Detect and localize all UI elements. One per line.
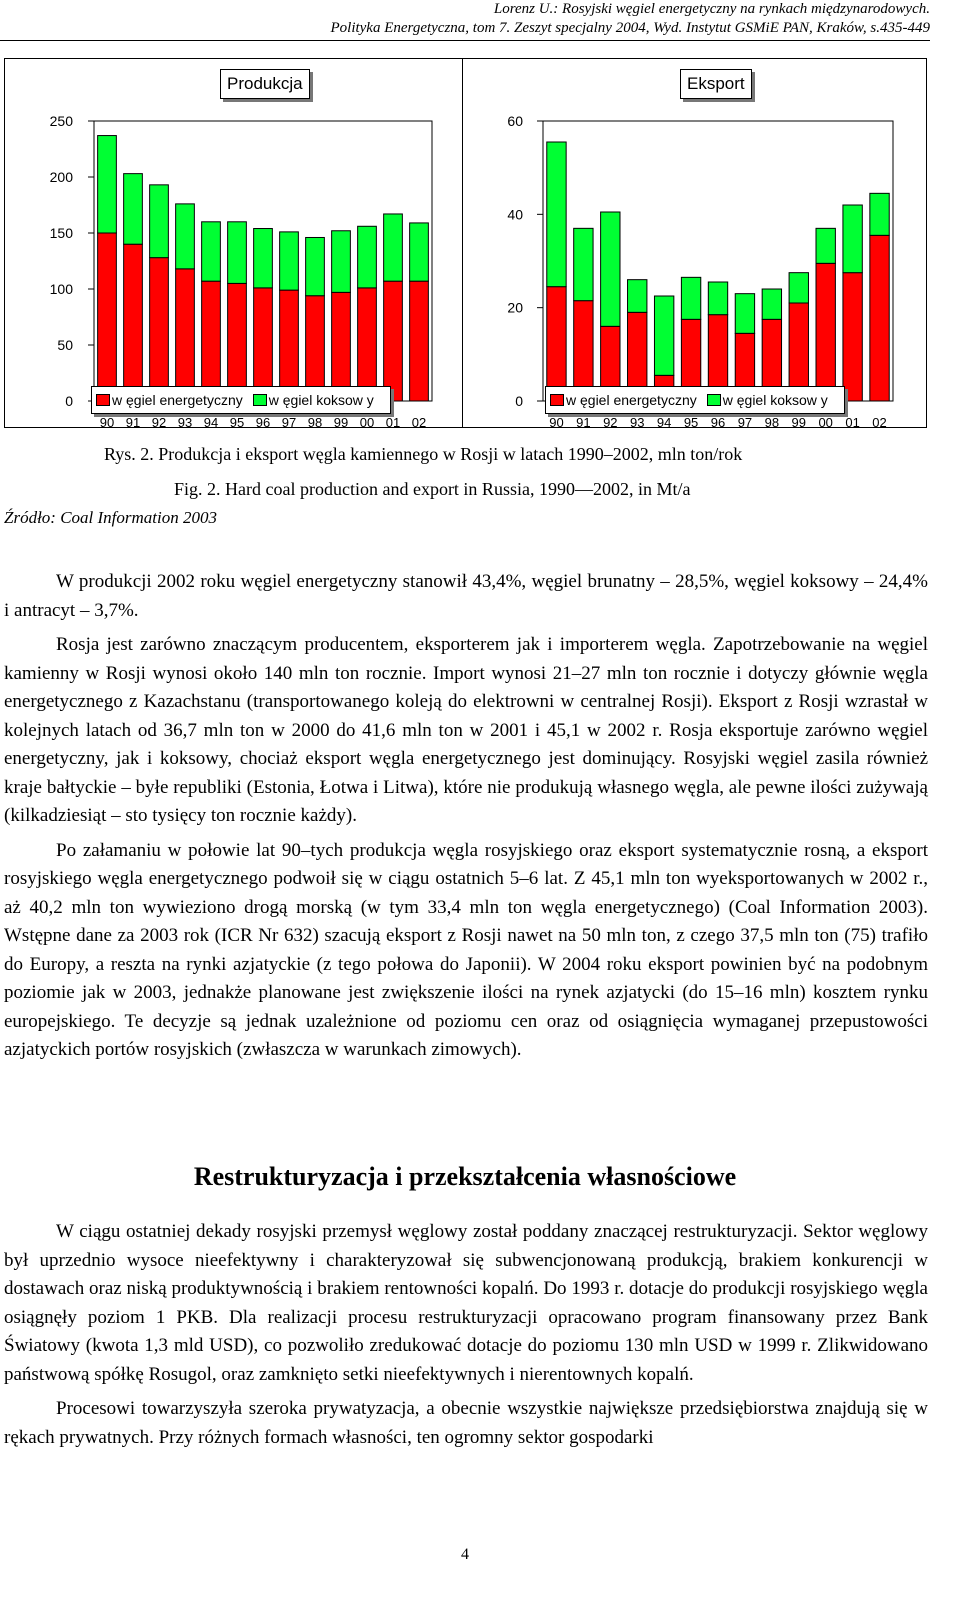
bar-energy-coal	[816, 263, 835, 401]
y-tick-label: 100	[49, 281, 73, 297]
production-chart	[5, 59, 461, 427]
bar-coking-coal	[98, 136, 117, 233]
y-tick-label: 50	[57, 337, 73, 353]
bar-coking-coal	[306, 237, 325, 295]
bar-coking-coal	[202, 222, 221, 281]
bar-coking-coal	[384, 214, 403, 281]
paragraph: Procesowi towarzyszyła szeroka prywatyzacja, a obecnie wszystkie największe przedsiębiorstwa znajdują się w rękach prywatnych. Przy różnych formach własności, ten ogromny sektor gospodarki	[4, 1398, 928, 1448]
y-tick-label: 150	[49, 225, 73, 241]
x-tick-label: 97	[737, 415, 753, 427]
bar-energy-coal	[150, 258, 169, 401]
figure-caption-en: Fig. 2. Hard coal production and export in Russia, 1990—2002, in Mt/a	[174, 479, 691, 499]
header-line-2: Polityka Energetyczna, tom 7. Zeszyt specjalny 2004, Wyd. Instytut GSMiE PAN, Kraków, s.435-449	[330, 20, 930, 36]
bar-energy-coal	[547, 287, 566, 401]
bar-coking-coal	[843, 205, 862, 273]
x-tick-label: 94	[203, 415, 219, 427]
x-tick-label: 02	[872, 415, 887, 427]
legend-coking-item	[707, 392, 828, 408]
x-tick-label: 98	[307, 415, 323, 427]
production-legend	[91, 386, 391, 414]
y-tick-label: 60	[507, 113, 523, 129]
x-tick-label: 92	[151, 415, 167, 427]
legend-coking-swatch	[253, 394, 267, 406]
y-tick-label: 20	[507, 299, 523, 316]
x-tick-label: 00	[359, 415, 375, 427]
bar-coking-coal	[124, 174, 143, 245]
bar-coking-coal	[654, 296, 673, 375]
y-tick-label: 0	[65, 393, 73, 409]
bar-energy-coal	[254, 288, 273, 401]
bar-energy-coal	[410, 281, 429, 401]
legend-energy-item	[96, 392, 243, 408]
figure-2	[4, 58, 927, 428]
bar-energy-coal	[870, 235, 889, 401]
bar-energy-coal	[280, 290, 299, 401]
bar-energy-coal	[843, 273, 862, 401]
legend-coking-item	[253, 392, 374, 408]
y-tick-label: 40	[507, 206, 523, 223]
paragraph: Po załamaniu w połowie lat 90–tych produkcja węgla rosyjskiego oraz eksport systematycznie rosną, a eksport rosyjskiego węgla energetycznego podwoił się w ciągu ostatnich 5–6 lat. Z 45,1 mln ton wyeksportowanych w 2002 r., aż 40,2 mln ton wywieziono drogą morską (w tym 33,4 mln ton węgla energetycznego) (Coal Information 2003). Wstępne dane za 2003 rok (ICR Nr 632) szacują eksport z Rosji nawet na 50 mln ton, z czego 37,5 mln ton (75) trafiło do Europy, a reszta na rynki azjatyckie (z tego połowa do Japonii). W 2004 roku eksport powinien być na podobnym poziomie jak w 2003, jednakże planowane jest zwiększenie ilości na rynek azjatycki (do 15–16 mln) kosztem rynku europejskiego. Te decyzje są jednak uzależnione od poziomu cen oraz od osiągnięcia wymaganej przepustowości azjatyckich portów rosyjskich (zwłaszcza w warunkach zimowych).	[4, 839, 928, 1060]
y-tick-label: 0	[515, 393, 523, 409]
bar-coking-coal	[547, 142, 566, 287]
figure-source: Źródło: Coal Information 2003	[4, 508, 217, 527]
bar-energy-coal	[358, 288, 377, 401]
legend-energy-item	[550, 392, 697, 408]
bar-energy-coal	[176, 269, 195, 401]
page-number: 4	[461, 1546, 469, 1563]
bar-energy-coal	[202, 281, 221, 401]
bar-energy-coal	[98, 233, 117, 401]
bar-coking-coal	[762, 289, 781, 319]
header-line-1: Lorenz U.: Rosyjski węgiel energetyczny na rynkach międzynarodowych.	[493, 1, 930, 17]
running-header	[0, 0, 930, 38]
export-chart-title: Eksport	[680, 69, 752, 99]
bar-energy-coal	[124, 244, 143, 401]
x-tick-label: 97	[281, 415, 297, 427]
export-legend	[545, 386, 845, 414]
bar-coking-coal	[628, 280, 647, 313]
bar-coking-coal	[708, 282, 727, 315]
bar-energy-coal	[332, 292, 351, 401]
figure-caption-pl: Rys. 2. Produkcja i eksport węgla kamiennego w Rosji w latach 1990–2002, mln ton/rok	[104, 444, 743, 464]
bar-coking-coal	[332, 231, 351, 293]
x-tick-label: 92	[603, 415, 618, 427]
x-tick-label: 95	[229, 415, 245, 427]
x-tick-label: 93	[177, 415, 193, 427]
paragraph: Rosja jest zarówno znaczącym producentem, eksporterem jak i importerem węgla. Zapotrzebowanie na węgiel kamienny w Rosji wynosi około 140 mln ton rocznie. Import wynosi 21–27 mln ton rocznie i dotyczy głównie węgla energetycznego z Kazachstanu (transportowanego koleją do elektrowni w centralnej Rosji). Eksport z Rosji wzrastał w kolejnych latach od 36,7 mln ton w 2000 do 41,6 mln ton w 2001 i 45,1 w 2002 r. Rosja eksportuje zarówno węgiel energetyczny, jak i koksowy, chociaż eksport węgla energetycznego jest dominujący. Rosyjski węgiel zasila również kraje bałtyckie – byłe republiki (Estonia, Łotwa i Litwa), które nie produkują własnego węgla, ale pewne ilości zużywają (kilkadziesiąt – sto tysięcy ton rocznie każdy).	[4, 634, 928, 826]
bar-coking-coal	[735, 294, 754, 334]
x-tick-label: 99	[333, 415, 349, 427]
x-tick-label: 99	[791, 415, 807, 427]
x-tick-label: 91	[125, 415, 141, 427]
export-chart	[462, 59, 926, 427]
x-tick-label: 01	[385, 415, 401, 427]
legend-coking-swatch	[707, 394, 721, 406]
body-text-1	[4, 568, 928, 1071]
body-text-2	[4, 1218, 928, 1458]
legend-energy-label: w ęgiel energetyczny	[112, 392, 243, 408]
bar-coking-coal	[816, 228, 835, 263]
bar-coking-coal	[176, 204, 195, 269]
bar-coking-coal	[410, 223, 429, 281]
x-tick-label: 00	[818, 415, 833, 427]
export-panel	[462, 59, 926, 427]
x-tick-label: 02	[411, 415, 427, 427]
production-chart-title: Produkcja	[220, 69, 310, 99]
x-tick-label: 01	[845, 415, 860, 427]
bar-coking-coal	[681, 277, 700, 319]
bar-coking-coal	[870, 193, 889, 235]
header-rule	[0, 40, 930, 41]
x-tick-label: 91	[576, 415, 591, 427]
y-tick-label: 200	[49, 169, 73, 185]
y-tick-label: 250	[49, 113, 73, 129]
x-tick-label: 90	[549, 415, 564, 427]
paragraph: W ciągu ostatniej dekady rosyjski przemysł węglowy został poddany znaczącej restrukturyzacji. Sektor węglowy był uprzednio wysoce nieefektywny i charakteryzował się subwencjonowaną produkcją, brakiem konkurencji w dostawach oraz niską produktywnością i brakiem rentowności kopalń. Do 1993 r. dotacje do produkcji rosyjskiego węgla osiągnęły poziom 1 PKB. Dla realizacji procesu restrukturyzacji opracowano program finansowany przez Bank Światowy (kwota 1,3 mld USD), co pozwoliło zredukować dotacje do poziomu 130 mln USD w 1999 r. Zlikwidowano państwową spółkę Rosugol, oraz zamknięto setki nieefektywnych i nierentownych kopalń.	[4, 1221, 928, 1385]
bar-coking-coal	[150, 185, 169, 258]
legend-energy-swatch	[96, 394, 110, 406]
bar-coking-coal	[574, 228, 593, 300]
x-tick-label: 96	[710, 415, 726, 427]
x-tick-label: 94	[656, 415, 672, 427]
bar-coking-coal	[358, 226, 377, 288]
bar-energy-coal	[384, 281, 403, 401]
bar-energy-coal	[228, 283, 247, 401]
bar-coking-coal	[228, 222, 247, 284]
legend-coking-label: w ęgiel koksow y	[268, 392, 374, 408]
legend-energy-swatch	[550, 394, 564, 406]
production-panel	[5, 59, 463, 427]
x-tick-label: 95	[683, 415, 699, 427]
legend-coking-label: w ęgiel koksow y	[722, 392, 828, 408]
bar-coking-coal	[254, 229, 273, 288]
paragraph: W produkcji 2002 roku węgiel energetyczny stanowił 43,4%, węgiel brunatny – 28,5%, węgiel koksowy – 24,4% i antracyt – 3,7%.	[4, 571, 928, 621]
section-title: Restrukturyzacja i przekształcenia własnościowe	[193, 1162, 737, 1191]
x-tick-label: 96	[255, 415, 271, 427]
legend-energy-label: w ęgiel energetyczny	[566, 392, 697, 408]
x-tick-label: 90	[99, 415, 115, 427]
bar-coking-coal	[280, 232, 299, 290]
bar-coking-coal	[789, 273, 808, 303]
bar-coking-coal	[601, 212, 620, 326]
x-tick-label: 98	[764, 415, 780, 427]
x-tick-label: 93	[629, 415, 645, 427]
